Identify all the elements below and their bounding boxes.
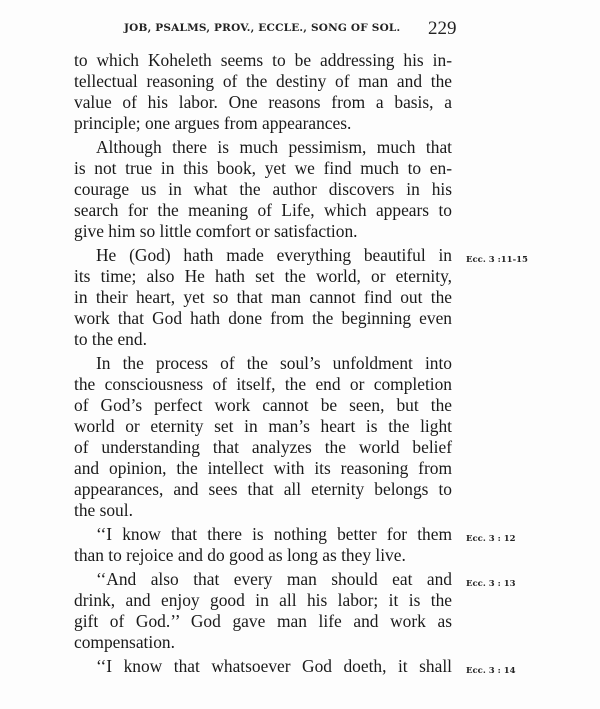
text-line: the soul.	[74, 500, 133, 520]
text-line: drink, and enjoy good in all his labor; it is the	[74, 590, 452, 610]
text-line: courage us in what the author discovers in his	[74, 179, 452, 199]
body-text	[74, 50, 528, 677]
page-header	[0, 18, 600, 42]
text-line: to which Koheleth seems to be addressing his in-	[74, 50, 452, 70]
text-line: of God’s perfect work cannot be seen, but the	[74, 395, 452, 415]
scripture-reference: Ecc. 3 : 12	[466, 534, 516, 544]
text-line: In the process of the soul’s unfoldment into	[96, 353, 452, 373]
text-line: than to rejoice and do good as long as they live.	[74, 545, 406, 565]
paragraph	[74, 569, 516, 653]
text-line: compensation.	[74, 632, 175, 652]
text-line: ‘‘And also that every man should eat and	[96, 569, 452, 589]
paragraph	[74, 524, 516, 566]
text-line: principle; one argues from appearances.	[74, 113, 352, 133]
text-line: tellectual reasoning of the destiny of man and the	[74, 71, 452, 91]
text-line: and opinion, the intellect with its reasoning from	[74, 458, 452, 478]
running-head: JOB, PSALMS, PROV., ECCLE., SONG OF SOL.	[124, 22, 401, 34]
text-line: appearances, and sees that all eternity belongs to	[74, 479, 452, 499]
text-line: He (God) hath made everything beautiful in	[96, 245, 452, 265]
text-line: of understanding that analyzes the world belief	[74, 437, 452, 457]
text-line: its time; also He hath set the world, or eternity,	[74, 266, 452, 286]
text-line: give him so little comfort or satisfaction.	[74, 221, 358, 241]
paragraph	[74, 50, 452, 134]
text-line: ‘‘I know that there is nothing better for them	[96, 524, 452, 544]
text-line: Although there is much pessimism, much that	[96, 137, 452, 157]
text-line: value of his labor. One reasons from a basis, a	[74, 92, 452, 112]
paragraph	[74, 353, 452, 521]
text-line: work that God hath done from the beginning even	[74, 308, 452, 328]
paragraph	[74, 245, 528, 350]
text-line: gift of God.’’ God gave man life and work as	[74, 611, 452, 631]
scripture-reference: Ecc. 3 :11-15	[466, 255, 528, 265]
text-line: to the end.	[74, 329, 147, 349]
text-line: ‘‘I know that whatsoever God doeth, it shall	[96, 656, 452, 676]
paragraph	[74, 656, 516, 677]
text-line: in their heart, yet so that man cannot find out the	[74, 287, 452, 307]
text-line: the consciousness of itself, the end or completion	[74, 374, 452, 394]
text-line: world or eternity set in man’s heart is the light	[74, 416, 452, 436]
paragraph	[74, 137, 452, 242]
page-number: 229	[428, 18, 457, 39]
text-line: search for the meaning of Life, which appears to	[74, 200, 452, 220]
text-line: is not true in this book, yet we find much to en-	[74, 158, 452, 178]
scripture-reference: Ecc. 3 : 14	[466, 666, 516, 676]
scripture-reference: Ecc. 3 : 13	[466, 579, 516, 589]
